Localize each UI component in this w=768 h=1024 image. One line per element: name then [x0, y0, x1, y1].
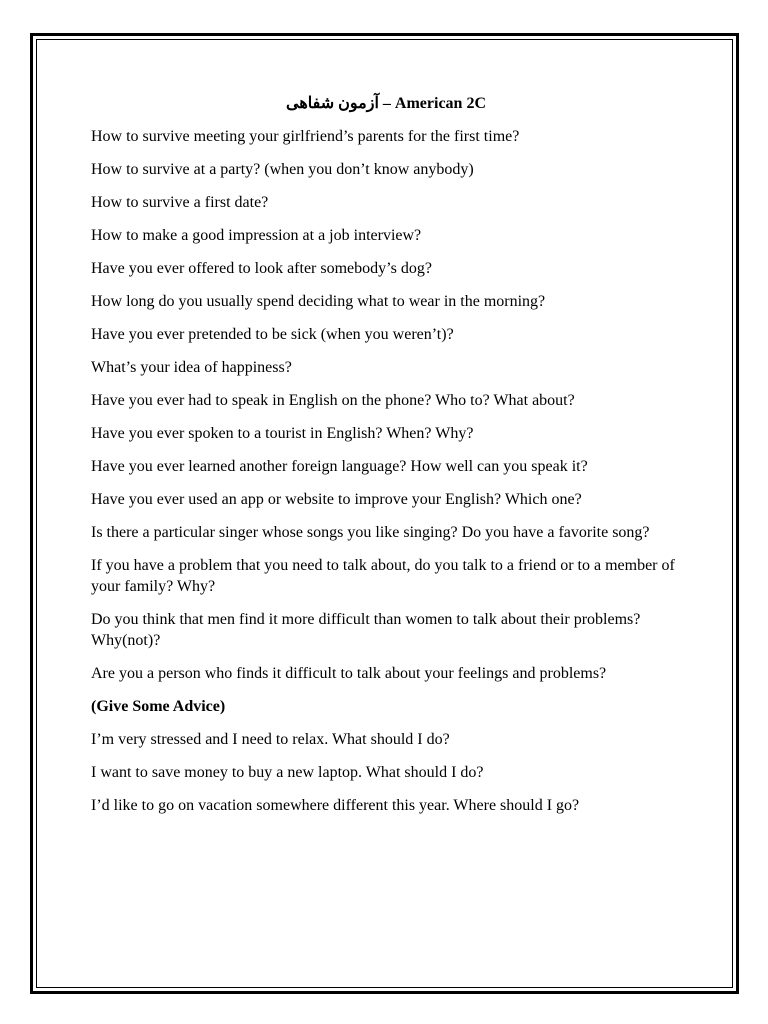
- question-3: How to survive a first date?: [91, 194, 269, 211]
- question-10: Have you ever spoken to a tourist in English? When? Why?: [91, 425, 474, 442]
- question-9: Have you ever had to speak in English on the phone? Who to? What about?: [91, 392, 575, 409]
- question-11: Have you ever learned another foreign language? How well can you speak it?: [91, 458, 588, 475]
- advice-question-2: I want to save money to buy a new laptop. What should I do?: [91, 764, 484, 781]
- question-13: Is there a particular singer whose songs you like singing? Do you have a favorite song?: [91, 524, 650, 541]
- question-14: If you have a problem that you need to talk about, do you talk to a friend or to a member of your family? Why?: [91, 557, 675, 595]
- question-7: Have you ever pretended to be sick (when you weren’t)?: [91, 326, 454, 343]
- question-2: How to survive at a party? (when you don’t know anybody): [91, 161, 474, 178]
- question-15: Do you think that men find it more difficult than women to talk about their problems? Why(not)?: [91, 611, 641, 649]
- question-16: Are you a person who finds it difficult to talk about your feelings and problems?: [91, 665, 607, 682]
- advice-question-3: I’d like to go on vacation somewhere different this year. Where should I go?: [91, 797, 580, 814]
- page-title: آزمون شفاهی – American 2C: [286, 95, 486, 112]
- advice-question-1: I’m very stressed and I need to relax. What should I do?: [91, 731, 450, 748]
- question-6: How long do you usually spend deciding what to wear in the morning?: [91, 293, 546, 310]
- document-content: [91, 94, 681, 828]
- advice-heading: (Give Some Advice): [91, 698, 226, 715]
- question-12: Have you ever used an app or website to improve your English? Which one?: [91, 491, 582, 508]
- question-8: What’s your idea of happiness?: [91, 359, 292, 376]
- question-4: How to make a good impression at a job interview?: [91, 227, 422, 244]
- question-5: Have you ever offered to look after somebody’s dog?: [91, 260, 432, 277]
- question-1: How to survive meeting your girlfriend’s parents for the first time?: [91, 128, 520, 145]
